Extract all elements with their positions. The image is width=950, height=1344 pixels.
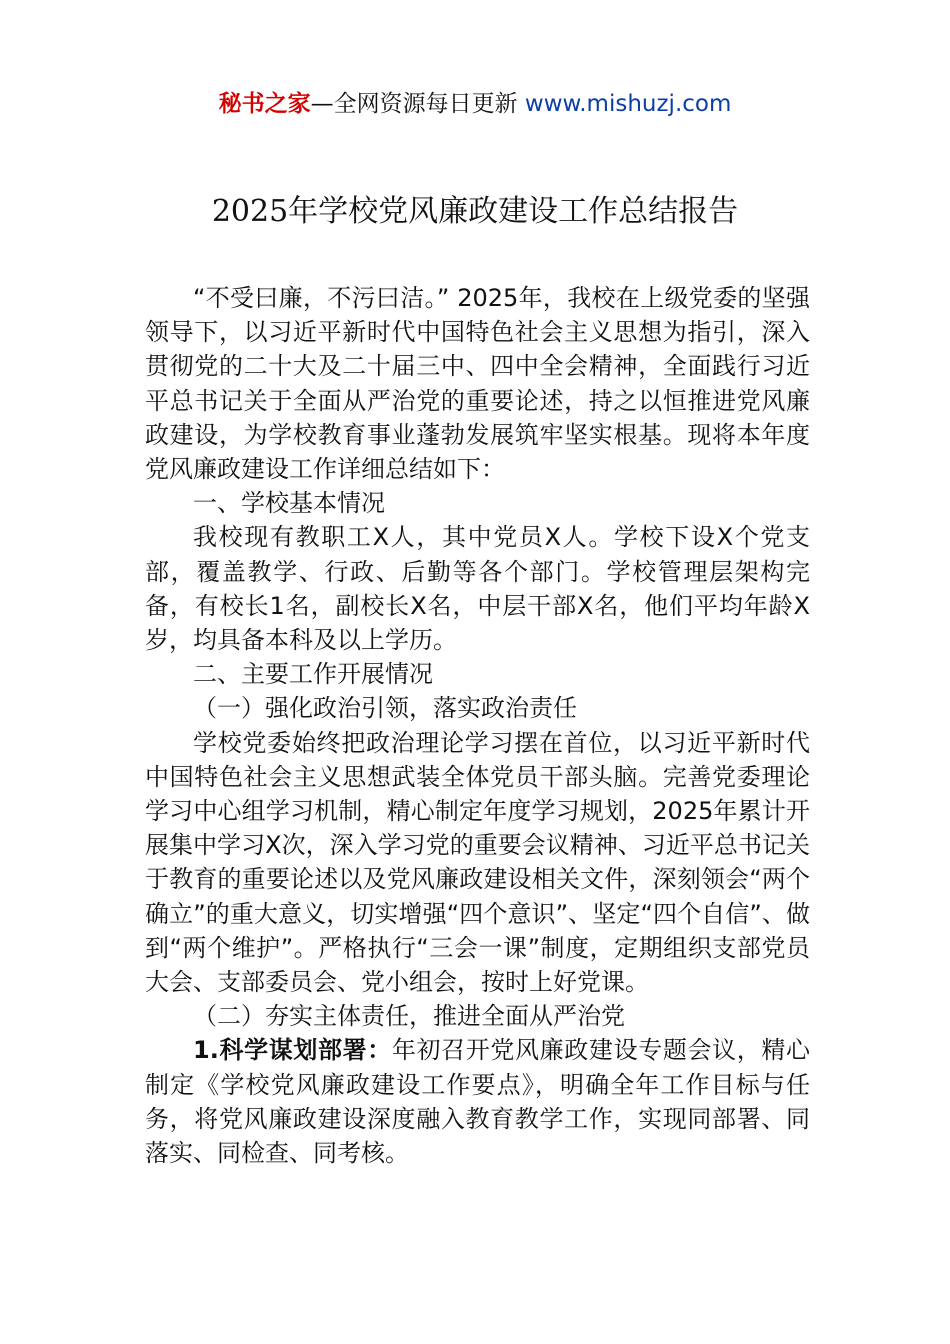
- planning-lead: 1.科学谋划部署：: [193, 1036, 392, 1065]
- intro-paragraph: “不受曰廉，不污曰洁。” 2025年，我校在上级党委的坚强领导下，以习近平新时代中国特色社会主义思想为指引，深入贯彻党的二十大及二十届三中、四中全会精神，全面践行习近平总书记关于全面从严治党的重要论述，持之以恒推进党风廉政建设，为学校教育事业蓬勃发展筑牢坚实根基。现将本年度党风廉政建设工作详细总结如下：: [145, 284, 810, 484]
- planning-body: 年初召开党风廉政建设专题会议，精心制定《学校党风廉政建设工作要点》，明确全年工作目标与任务，将党风廉政建设深度融入教育教学工作，实现同部署、同落实、同检查、同考核。: [145, 1036, 810, 1168]
- brand-name: 秘书之家: [218, 91, 311, 117]
- document-body: [145, 281, 810, 1170]
- site-url-link[interactable]: www.mishuzj.com: [524, 91, 732, 117]
- site-header: [0, 88, 950, 120]
- document-title: 2025年学校党风廉政建设工作总结报告: [211, 194, 739, 229]
- planning-paragraph: [145, 1033, 810, 1170]
- basic-info-paragraph: 我校现有教职工X人，其中党员X人。学校下设X个党支部，覆盖教学、行政、后勤等各个部门。学校管理层架构完备，有校长1名，副校长X名，中层干部X名，他们平均年龄X岁，均具备本科及以上学历。: [145, 523, 810, 655]
- political-paragraph: 学校党委始终把政治理论学习摆在首位，以习近平新时代中国特色社会主义思想武装全体党员干部头脑。完善党委理论学习中心组学习机制，精心制定年度学习规划，2025年累计开展集中学习X次，深入学习党的重要会议精神、习近平总书记关于教育的重要论述以及党风廉政建设相关文件，深刻领会“两个确立”的重大意义，切实增强“四个意识”、坚定“四个自信”、做到“两个维护”。严格执行“三会一课”制度，定期组织支部党员大会、支部委员会、党小组会，按时上好党课。: [145, 728, 810, 997]
- subsection-heading-political: （一）强化政治引领，落实政治责任: [193, 694, 577, 723]
- section-heading-main-work: 二、主要工作开展情况: [193, 660, 433, 689]
- header-tagline: —全网资源每日更新: [310, 91, 525, 117]
- section-heading-basic-info: 一、学校基本情况: [193, 489, 385, 518]
- subsection-heading-responsibility: （二）夯实主体责任，推进全面从严治党: [193, 1002, 625, 1031]
